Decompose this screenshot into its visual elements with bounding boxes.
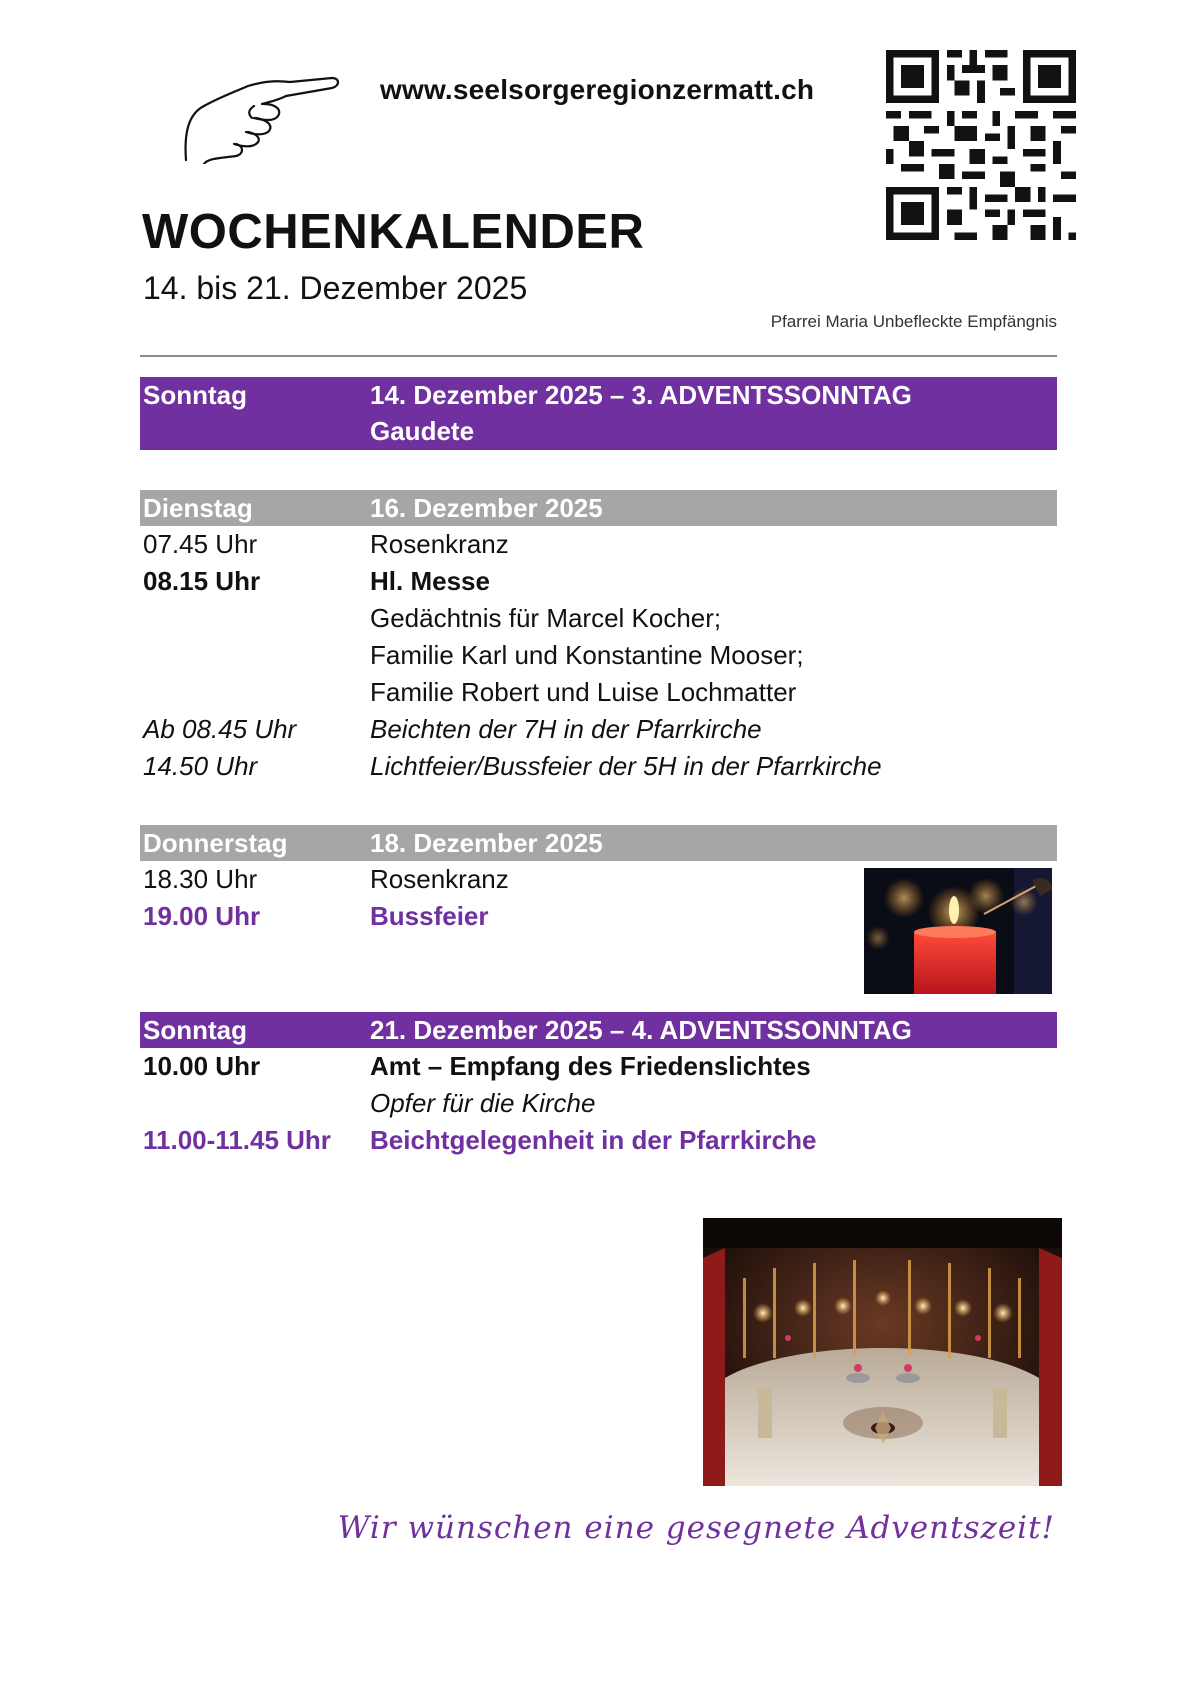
qr-code-icon[interactable] bbox=[886, 50, 1076, 240]
page-title: WOCHENKALENDER bbox=[142, 205, 645, 259]
parish-name: Pfarrei Maria Unbefleckte Empfängnis bbox=[770, 312, 1057, 331]
event-text: Gedächtnis für Marcel Kocher; bbox=[370, 603, 722, 633]
event-text: Rosenkranz bbox=[370, 864, 509, 894]
event-time: 14.50 Uhr bbox=[143, 751, 258, 781]
day-header-thursday bbox=[140, 825, 1057, 861]
closing-greeting: Wir wünschen eine gesegnete Adventszeit! bbox=[337, 1510, 1055, 1546]
website-url[interactable]: www.seelsorgeregionzermatt.ch bbox=[380, 74, 815, 105]
event-text: Rosenkranz bbox=[370, 529, 509, 559]
event-text: Familie Karl und Konstantine Mooser; bbox=[370, 640, 804, 670]
event-time: 10.00 Uhr bbox=[143, 1051, 261, 1081]
schedule-row bbox=[140, 748, 1057, 785]
day-title: 21. Dezember 2025 – 4. ADVENTSSONNTAG bbox=[370, 1015, 912, 1045]
event-text: Bussfeier bbox=[370, 901, 489, 931]
day-title: 18. Dezember 2025 bbox=[370, 828, 603, 858]
day-name: Sonntag bbox=[143, 1015, 247, 1045]
schedule-row bbox=[140, 600, 1057, 637]
event-time: Ab 08.45 Uhr bbox=[143, 714, 297, 744]
schedule-row bbox=[140, 1122, 1057, 1159]
pointing-hand-icon bbox=[182, 74, 342, 164]
event-time: 07.45 Uhr bbox=[143, 529, 258, 559]
event-time: 08.15 Uhr bbox=[143, 566, 261, 596]
schedule-row bbox=[140, 637, 1057, 674]
schedule-row bbox=[140, 1048, 1057, 1085]
event-text: Lichtfeier/Bussfeier der 5H in der Pfarrkirche bbox=[370, 751, 882, 781]
schedule-row bbox=[140, 711, 1057, 748]
event-text: Hl. Messe bbox=[370, 566, 490, 596]
schedule-row bbox=[140, 563, 1057, 600]
event-text: Opfer für die Kirche bbox=[370, 1088, 596, 1118]
day-header-sunday-21 bbox=[140, 1012, 1057, 1048]
header-divider bbox=[140, 355, 1057, 357]
day-name: Donnerstag bbox=[143, 828, 288, 858]
event-time: 18.30 Uhr bbox=[143, 864, 258, 894]
day-subtitle: Gaudete bbox=[370, 416, 475, 446]
event-text: Beichten der 7H in der Pfarrkirche bbox=[370, 714, 762, 744]
schedule-row bbox=[140, 674, 1057, 711]
schedule-row bbox=[140, 526, 1057, 563]
day-title: 16. Dezember 2025 bbox=[370, 493, 603, 523]
day-title: 14. Dezember 2025 – 3. ADVENTSSONNTAG bbox=[370, 380, 912, 410]
grotto-photo bbox=[703, 1218, 1062, 1486]
event-text: Amt – Empfang des Friedenslichtes bbox=[370, 1051, 811, 1081]
event-text: Familie Robert und Luise Lochmatter bbox=[370, 677, 797, 707]
day-header-tuesday bbox=[140, 490, 1057, 526]
day-name: Sonntag bbox=[143, 380, 247, 410]
event-time: 19.00 Uhr bbox=[143, 901, 261, 931]
schedule-row bbox=[140, 1085, 1057, 1122]
event-time: 11.00-11.45 Uhr bbox=[143, 1125, 331, 1155]
day-header-sunday-14 bbox=[140, 377, 1057, 450]
event-text: Beichtgelegenheit in der Pfarrkirche bbox=[370, 1125, 817, 1155]
date-range: 14. bis 21. Dezember 2025 bbox=[143, 270, 528, 306]
day-name: Dienstag bbox=[143, 493, 253, 523]
candle-photo bbox=[864, 868, 1052, 994]
